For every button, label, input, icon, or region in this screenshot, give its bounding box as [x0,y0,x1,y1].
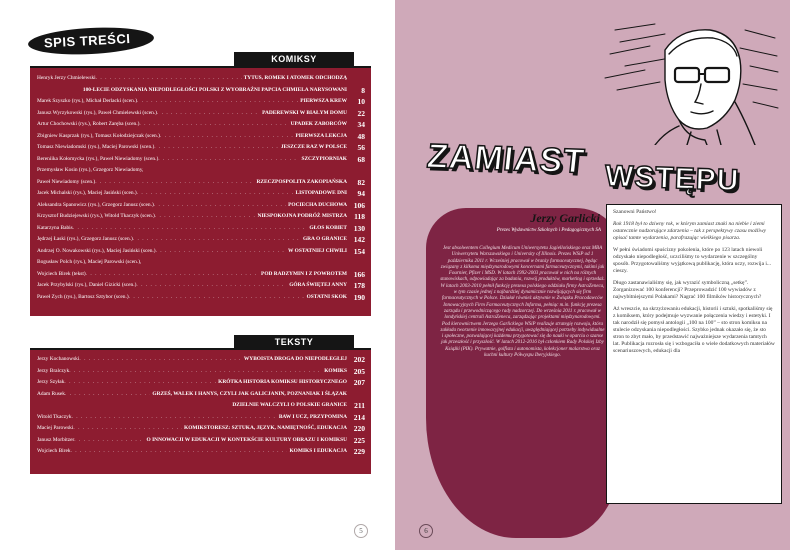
toc-entry [37,412,365,424]
toc-entry-author: Paweł Zych (rys.), Bartosz Sztybor (scen.) [37,293,129,300]
toc-entry-author: Maciej Parowski [37,425,74,431]
toc-entry [37,154,365,166]
portrait-illustration [595,20,780,145]
toc-entry [37,423,365,435]
toc-entry [37,200,365,212]
leader-dots [129,292,305,304]
leader-dots [65,389,150,401]
toc-entry-page: 56 [357,143,365,152]
leader-dots [79,354,242,366]
leader-dots [155,211,256,223]
toc-entry-title: O INNOWACJI W EDUKACJI W KONTEKŚCIE KULTURY OBRAZU I KOMIKSU [146,436,347,443]
toc-entry [37,165,365,177]
toc-entry-page: 154 [353,246,365,256]
toc-entry-page: 68 [357,154,365,164]
toc-entry-author: Jerzy Kochanowski [37,356,80,362]
title-line-2: WSTĘPU [604,159,740,198]
intro-paragraph: W pełni świadomi spuścizny pokolenia, które po 123 latach niewoli odzyskało niepodległość, uczciliśmy to wydarzenie w szczególny sposób. Przygotowaliśmy wyjątkową publikację, która uczy, rozwija i... cieszy. [613,247,772,274]
toc-entry-title: WYBOISTA DROGA DO NIEPODLEGŁEJ [243,356,347,362]
toc-entry [37,188,365,200]
toc-entry [37,377,365,389]
toc-entry-page: 202 [353,355,365,364]
toc-entry-page: 166 [353,269,365,279]
toc-entry-author: Bereniika Kołomycka (rys.), Paweł Niewiadomy (scen.) [37,155,159,162]
toc-entry-title: KOMIKS I EDUKACJA [289,448,347,454]
author-role: Prezes Wydawnictw Szkolnych i Pedagogicznych SA [496,228,601,233]
toc-entry-title: OSTATNI SKOK [306,293,347,300]
toc-entry-author: Katarzyna Babis [37,224,73,231]
intro-text-panel [606,204,782,504]
toc-entry-author: Jacek Przybylski (rys.), Daniel Gizicki (scen.) [37,282,137,288]
toc-entry-title: PADEREWSKI W BIAŁYM DOMU [262,109,347,116]
toc-entry-title: TYTUS, ROMEK I ATOMEK ODCHODZĄ [243,75,347,81]
toc-entry-author: Zbigniew Kasprzak (rys.), Tomasz Kołodziejczak (scen.) [37,132,160,139]
toc-entry-page: 34 [357,120,365,129]
toc-entry-title: PIERWSZA KREW [300,98,347,104]
toc-entry-title: GRZEŚ, WALEK I HANYS, CZYLI JAK GALICJANIN, POZNANIAK I ŚLĄZAK [152,390,347,397]
toc-entry-page: 190 [353,292,365,302]
toc-entry [37,108,365,120]
leader-dots [64,377,216,389]
toc-entry-page: 94 [357,189,365,198]
toc-entry-page: 82 [357,177,365,187]
toc-entry-title: DZIELNIE WALCZYLI O POLSKIE GRANICE [232,402,347,408]
toc-entry-author: Andrzej O. Nowakowski (rys.), Maciej Jasiński (scen.) [37,247,156,254]
title-block [425,137,787,208]
komiksy-heading: KOMIKSY [234,52,354,66]
toc-entry-author: Paweł Niewiadomy (scen.) [37,178,96,185]
right-page [395,0,790,550]
toc-entry-page: 220 [353,424,365,433]
toc-entry [37,211,365,223]
toc-entry-author: Przemysław Kosin (rys.), Grzegorz Niewiadomy, [37,167,144,173]
leader-dots [154,200,286,212]
toc-entry-title: 100-LECIE ODZYSKANIA NIEPODLEGŁOŚCI POLSKI Z WYOBRAŹNI PAPCIA CHMIELA NARYSOWANI [82,86,347,93]
toc-entry [37,96,365,108]
toc-entry-author: Artur Chochowski (rys.), Robert Zaręba (scen.) [37,121,140,127]
toc-entry-page: 22 [357,108,365,118]
toc-entry-page: 214 [353,412,365,422]
toc-entry-page: 118 [354,212,365,221]
toc-entry-page: 178 [353,281,365,290]
teksty-heading: TEKSTY [234,335,354,349]
leader-dots [139,119,288,131]
toc-entry-title: LISTOPADOWE DNI [295,190,347,196]
toc-entry [37,142,365,154]
toc-entry-page: 205 [353,366,365,376]
leader-dots [95,177,254,189]
toc-entry-title: SZCZYPIORNIAK [301,155,347,162]
leader-dots [96,73,242,85]
toc-entry-title: UPADEK ZABORCÓW [290,121,347,127]
leader-dots [154,142,279,154]
toc-entry-author: Jerzy Szyłak [37,379,65,385]
author-bio: Jest absolwentem Collegium Medicum Uniwersytetu Jagiellońskiego oraz MBA Uniwersytetu Warszawskiego i University of Illinois. Prezes WSiP od 1 października 2011 r. Wcześniej pracował w branży farmaceutycznej, będąc związany z kilkoma międzynarodowymi koncernami farmaceutycznymi, takimi jak Fournier, Pfizer i MSD. W latach 1992-2003 pracował w nich na różnych stanowiskach, odpowiadając za badania, rozwój produktów, marketing i sprzedaż. W latach 2003-2010 pełnił funkcję prezesa polskiego oddziału firmy AstraZeneca, w tym czasie jednej z najbardziej dynamicznie rozwijających się firm farmaceutycznych w Polsce. Działał również aktywnie w Związku Pracodawców Innowacyjnych Firm Farmaceutycznych Infarma, pełniąc m.in. funkcję prezesa zarządu i przewodniczącego rady nadzorczej. Do września 2011 r. pracował w londyńskiej centrali AstraZeneca, zarządzając projektami międzynarodowymi. Pod kierownictwem Jerzego Garlickiego WSiP realizuje strategię rozwoju, która zakłada tworzenie innowacyjnej edukacji, uwzględniającej potrzeby indywidualne i społeczne, pozwalającej każdemu przygotować się do nauki w oparciu o szanse jak przeszłość i przyszłość. W latach 2012-2016 był członkiem Rady Polskiej Izby Książki (PIK). Prywatnie, golfista i autonomista, kolekcjoner malarstwa oraz kuchni kultury Półwyspu Iberyjskiego. [440,246,605,359]
toc-entry-author: Witold Tkaczyk [37,413,72,420]
toc-entry-author: Marek Szyszko (rys.), Michał Derlacki (scen.) [37,98,137,104]
intro-paragraph: Aż wreszcie, na skrzyżowaniu edukacji, historii i sztuki, spotkaliśmy się z komiksem, który podejmuje wyzwanie połączenia wiedzy i estetyki. I tak narodził się pomysł antologii „100 na 100” – sto stron komiksu na stulecie odzyskania niepodległości. Szybko jednak okazało się, że sto stron to zbyt mało, by przedstawić najważniejsze wydarzenia tamtych lat. Publikacja rozrosła się i wzbogaciła o wiele dodatkowych materiałów scenariuszowych, edukacji dla [613,306,775,354]
intro-paragraph: Długo zastanawialiśmy się, jak wyrazić symboliczną „setkę”. Zorganizować 100 konferencji? Przeprowadzić 100 wywiadów z najwybitniejszymi Polakami? Nagrać 100 filmików historycznych? [613,280,762,300]
toc-entry-page: 48 [357,131,365,141]
leader-dots [69,366,322,378]
leader-dots [137,96,298,108]
toc-entry [37,435,365,447]
toc-entry-title: KOMIKS [324,367,347,374]
toc-entry-page: 225 [353,435,365,445]
leader-dots [157,108,260,120]
toc-entry [37,177,365,189]
toc-entry-page: 211 [354,401,365,410]
intro-paragraph: Szanowni Państwo! [613,209,657,215]
leader-dots [160,131,294,143]
toc-entry-author: Janusz Morbitzer [37,436,75,443]
toc-entry-page: 10 [357,97,365,106]
toc-entry [37,223,365,235]
toc-entry-author: Adam Rusek [37,390,65,397]
toc-entry-page: 142 [353,235,365,244]
toc-entry [37,246,365,258]
toc-entry-author: Jacek Michalski (rys.), Maciej Jasiński (scen.) [37,190,137,196]
leader-dots [133,234,301,246]
toc-entry-author: Jerzy Bralczyk [37,367,70,374]
toc-entry-title: GÓRA ŚWIĘTEJ ANNY [289,282,347,288]
toc-entry [37,85,365,97]
toc-entry [37,234,365,246]
leader-dots [73,423,182,435]
leader-dots [156,246,286,258]
toc-entry [37,257,365,269]
toc-entry-title: RZECZPOSPOLITA ZAKOPIAŃSKA [256,178,347,185]
toc-entry [37,366,365,378]
toc-entry-title: BAW I UCZ, PRZYPOMINA [278,413,347,420]
toc-entry-author: Krzysztof Budziejewski (rys.), Witold Tkaczyk (scen.) [37,213,155,219]
page-number-left: 5 [354,524,368,538]
toc-entry-author: Aleksandra Spanowicz (rys.), Grzegorz Janusz (scen.) [37,201,154,208]
toc-entry-title: POCIECHA DUCHOWA [288,201,347,208]
toc-entry-author: Janusz Wyrzykowski (rys.), Paweł Chmielewski (scen.) [37,109,157,116]
leader-dots [137,188,294,200]
toc-entry-page: 207 [353,378,365,387]
toc-entry [37,292,365,304]
toc-entry [37,354,365,366]
toc-entry-page: 8 [361,85,365,95]
leader-dots [73,223,308,235]
toc-entry-page: 229 [353,447,365,456]
leader-dots [158,154,299,166]
toc-entry [37,131,365,143]
toc-entry-author: Jędrzej Łaski (rys.), Grzegorz Janusz (scen.) [37,236,133,242]
author-name: Jerzy Garlicki [530,211,600,225]
toc-entry-title: KRÓTKA HISTORIA KOMIKSU HISTORYCZNEGO [218,379,347,385]
toc-title-badge [27,25,154,58]
toc-entry-title: GŁOS KOBIET [309,224,347,231]
teksty-list [30,348,371,474]
toc-entry-author: Henryk Jerzy Chmielewski [37,75,96,81]
toc-entry-title: KOMIKSTORESZ: SZTUKA, JĘZYK, NAMIĘTNOŚĆ, EDUKACJA [184,425,347,431]
toc-entry [37,389,365,401]
toc-entry-title: W OSTATNIEJ CHWILI [287,247,347,254]
toc-entry-title: PIERWSZA LEKCJA [295,132,347,139]
toc-entry-author: Bogusław Polch (rys.), Maciej Parowski (scen.), [37,259,142,265]
toc-entry [37,446,365,458]
toc-entry-author: Tomasz Niewiadomski (rys.), Maciej Parowski (scen.) [37,144,155,150]
leader-dots [136,280,287,292]
page-number-right: 6 [419,524,433,538]
toc-entry-title: POD RADZYMIN I Z POWROTEM [261,270,347,277]
leader-dots [86,269,259,281]
title-line-1: ZAMIAST [425,137,587,181]
toc-entry [37,119,365,131]
toc-title: SPIS TREŚCI [43,30,131,51]
toc-entry-title: NIESPOKOJNA PODRÓŻ MISTRZA [257,213,347,219]
toc-entry-author: Wojciech Birek (tekst) [37,270,86,277]
leader-dots [71,446,288,458]
leader-dots [72,412,277,424]
toc-entry [37,280,365,292]
toc-entry-title: GRA O GRANICE [302,236,347,242]
toc-entry-title: JESZCZE RAZ W POLSCE [280,144,347,150]
toc-entry-page: 106 [353,200,365,210]
toc-entry-author: Wojciech Birek [37,448,71,454]
toc-entry [37,400,365,412]
toc-entry-page: 130 [353,223,365,233]
toc-entry [37,73,365,85]
intro-paragraph: Rok 1918 był to dziwny rok, w którym zamiast znaki na niebie i ziemi ostatecznie nadzorujące zdarzenia – tak z perspektywy czasu możliwy opisać tamte wydarzenia, parafrazując wielkiego pisarza. [613,221,767,241]
leader-dots [74,435,144,447]
toc-entry [37,269,365,281]
komiksy-list [30,66,371,316]
